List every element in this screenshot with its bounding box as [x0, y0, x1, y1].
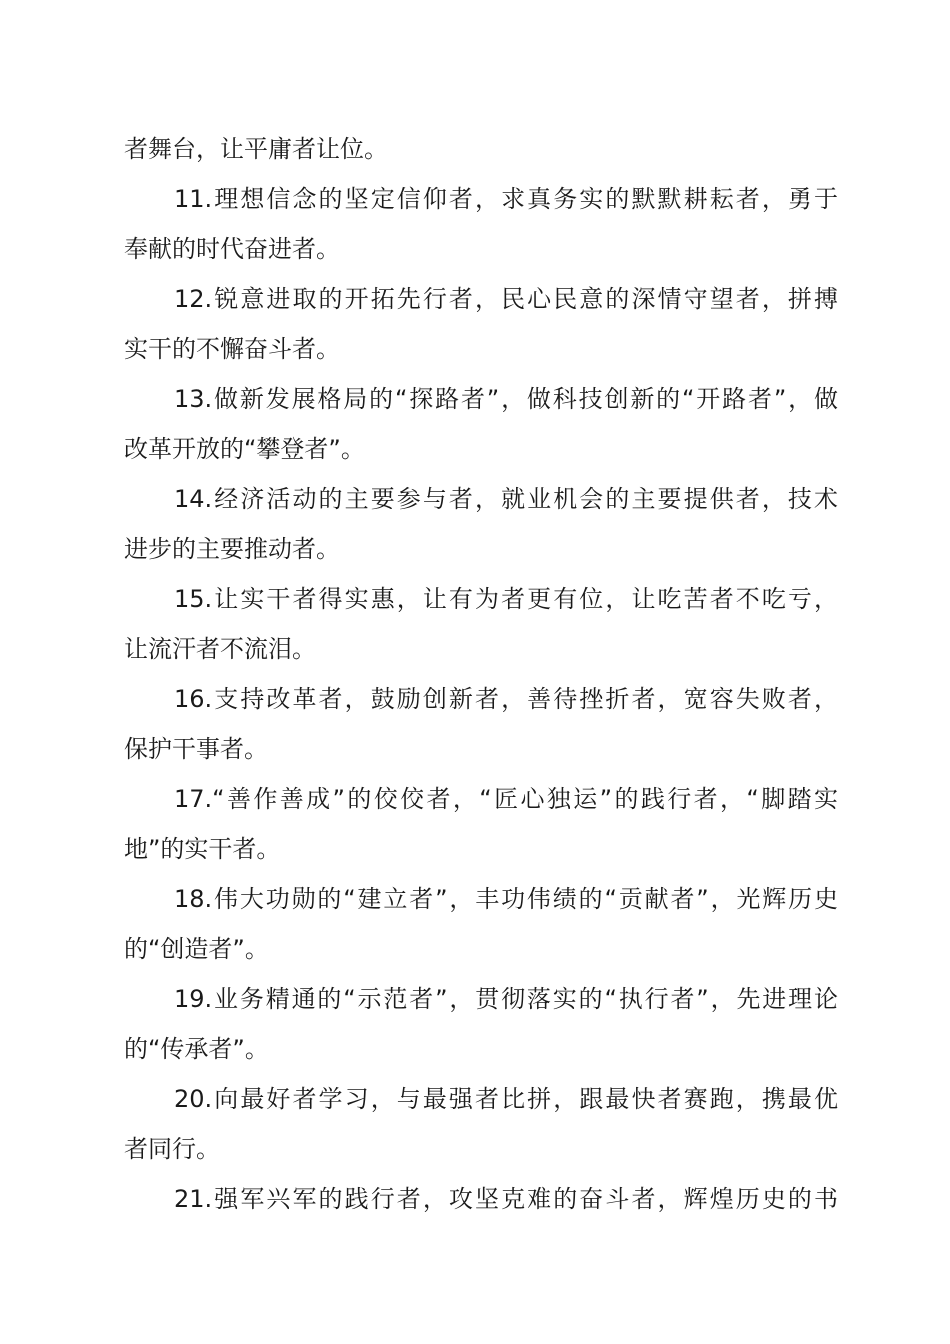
text-line: 者舞台，让平庸者让位。	[124, 135, 388, 163]
text-line: 15.让实干者得实惠，让有为者更有位，让吃苦者不吃亏，	[174, 585, 838, 613]
text-line: 者同行。	[124, 1135, 220, 1163]
text-line: 进步的主要推动者。	[124, 535, 340, 563]
text-line: 让流汗者不流泪。	[124, 635, 316, 663]
text-line: 实干的不懈奋斗者。	[124, 335, 340, 363]
text-line: 17.“善作善成”的佼佼者，“匠心独运”的践行者，“脚踏实	[174, 785, 838, 813]
text-line: 16.支持改革者，鼓励创新者，善待挫折者，宽容失败者，	[174, 685, 838, 713]
text-line: 改革开放的“攀登者”。	[124, 435, 365, 463]
text-line: 14.经济活动的主要参与者，就业机会的主要提供者，技术	[174, 485, 838, 513]
document-body	[124, 124, 838, 1224]
text-line: 18.伟大功勋的“建立者”，丰功伟绩的“贡献者”，光辉历史	[174, 885, 838, 913]
text-line: 的“创造者”。	[124, 935, 269, 963]
text-line: 19.业务精通的“示范者”，贯彻落实的“执行者”，先进理论	[174, 985, 838, 1013]
text-line: 地”的实干者。	[124, 835, 281, 863]
text-line: 保护干事者。	[124, 735, 268, 763]
text-line: 12.锐意进取的开拓先行者，民心民意的深情守望者，拼搏	[174, 285, 838, 313]
text-line: 的“传承者”。	[124, 1035, 269, 1063]
text-line: 11.理想信念的坚定信仰者，求真务实的默默耕耘者，勇于	[174, 185, 838, 213]
text-line: 21.强军兴军的践行者，攻坚克难的奋斗者，辉煌历史的书	[174, 1185, 838, 1213]
text-line: 13.做新发展格局的“探路者”，做科技创新的“开路者”，做	[174, 385, 838, 413]
text-line: 20.向最好者学习，与最强者比拼，跟最快者赛跑，携最优	[174, 1085, 838, 1113]
text-line: 奉献的时代奋进者。	[124, 235, 340, 263]
